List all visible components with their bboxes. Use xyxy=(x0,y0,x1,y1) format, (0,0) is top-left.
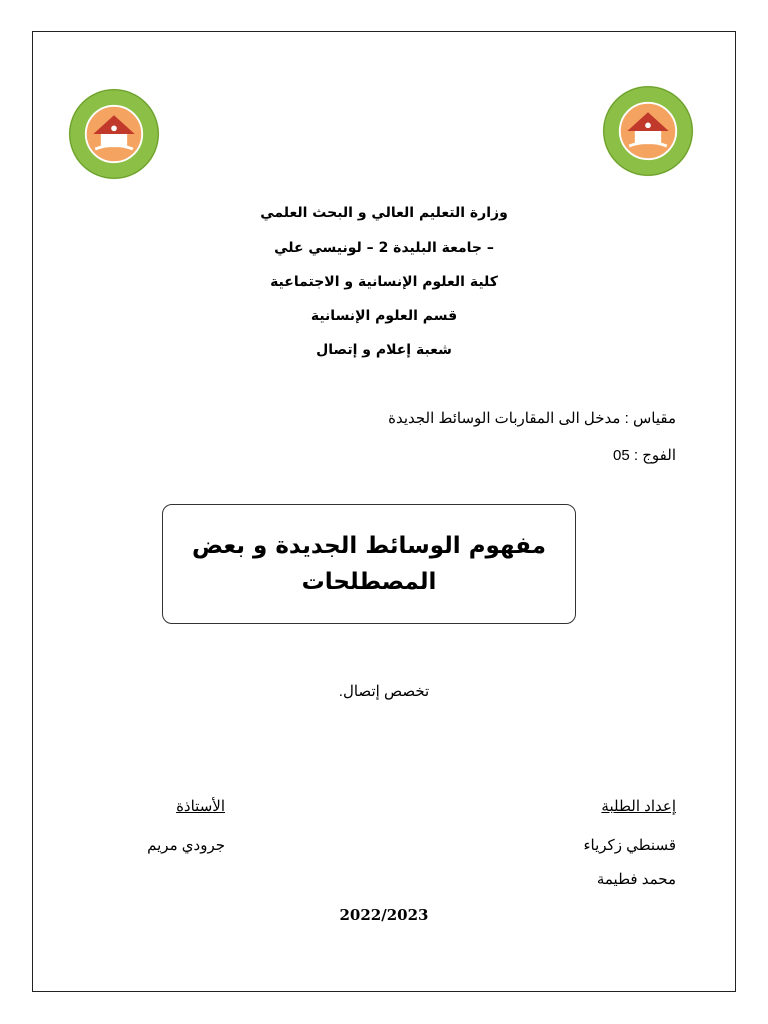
specialty-line: تخصص إتصال. xyxy=(338,683,430,700)
title-box xyxy=(162,504,576,624)
student-name: قسنطي زكرياء xyxy=(583,837,676,854)
university-line: – جامعة البليدة 2 – لونيسي علي xyxy=(274,240,494,256)
teacher-heading: الأستاذة xyxy=(176,798,225,815)
students-heading: إعداد الطلبة xyxy=(601,798,676,815)
academic-year: 2022/2023 xyxy=(339,906,429,924)
department-line: قسم العلوم الإنسانية xyxy=(310,308,458,324)
university-seal-left xyxy=(67,87,161,181)
teacher-name: جرودي مريم xyxy=(147,837,225,854)
ministry-line: وزارة التعليم العالي و البحث العلمي xyxy=(260,205,508,221)
title-line-2: المصطلحات xyxy=(301,569,437,595)
faculty-line: كلية العلوم الإنسانية و الاجتماعية xyxy=(270,274,498,290)
student-name: محمد فطيمة xyxy=(596,871,676,888)
group-line: الفوج : 05 xyxy=(613,447,676,464)
title-line-1: مفهوم الوسائط الجديدة و بعض xyxy=(192,533,546,559)
university-seal-right xyxy=(601,84,695,178)
document-title xyxy=(189,528,549,600)
module-line: مقياس : مدخل الى المقاربات الوسائط الجديدة xyxy=(388,410,676,427)
branch-line: شعبة إعلام و إتصال xyxy=(316,342,452,358)
